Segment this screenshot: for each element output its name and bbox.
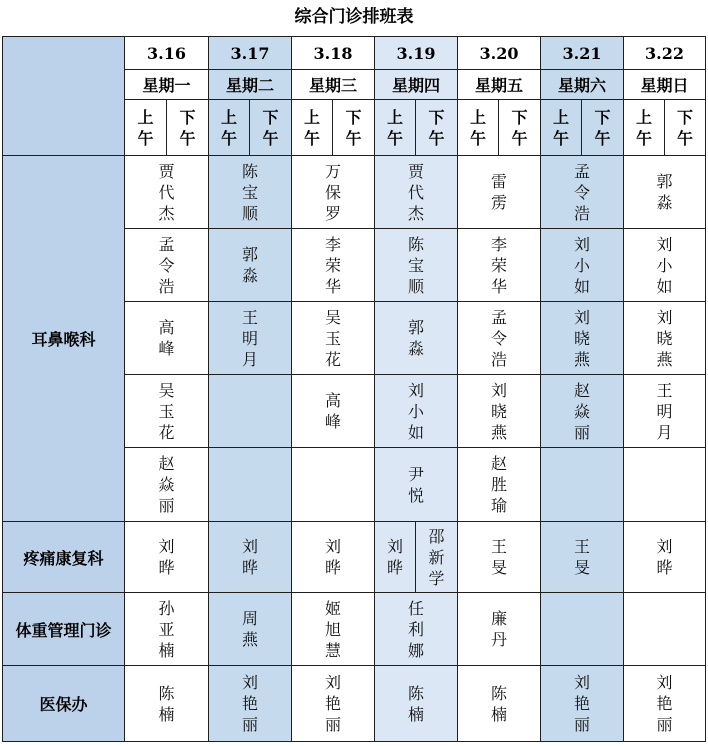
pm-header: 下 午 — [250, 100, 292, 156]
doctor-cell: 王 明 月 — [209, 302, 292, 375]
dept-weight: 体重管理门诊 — [3, 593, 125, 666]
doctor-cell: 高 峰 — [292, 375, 375, 448]
date-header: 3.17 — [209, 37, 292, 70]
date-header: 3.21 — [541, 37, 624, 70]
date-header: 3.18 — [292, 37, 375, 70]
doctor-cell: 雷 雳 — [458, 156, 541, 229]
doctor-cell: 孟 令 浩 — [541, 156, 624, 229]
am-header: 上 午 — [375, 100, 416, 156]
pm-header: 下 午 — [665, 100, 706, 156]
doctor-cell: 周 燕 — [209, 593, 292, 666]
date-header: 3.16 — [125, 37, 209, 70]
doctor-cell: 陈 宝 顺 — [375, 229, 458, 302]
pm-header: 下 午 — [499, 100, 541, 156]
doctor-cell: 孙 亚 楠 — [125, 593, 209, 666]
doctor-cell: 赵 胜 瑜 — [458, 448, 541, 522]
doctor-cell: 陈 楠 — [375, 666, 458, 742]
pm-header: 下 午 — [582, 100, 624, 156]
doctor-cell: 王 旻 — [458, 522, 541, 593]
weekday-header: 星期一 — [125, 70, 209, 100]
doctor-cell: 刘 小 如 — [541, 229, 624, 302]
doctor-cell: 刘 晓 燕 — [624, 302, 706, 375]
doctor-cell: 李 荣 华 — [458, 229, 541, 302]
doctor-cell — [541, 593, 624, 666]
doctor-cell: 廉 丹 — [458, 593, 541, 666]
dept-insurance: 医保办 — [3, 666, 125, 742]
weekday-header: 星期三 — [292, 70, 375, 100]
doctor-cell — [624, 593, 706, 666]
am-header: 上 午 — [458, 100, 499, 156]
doctor-cell: 刘 艳 丽 — [292, 666, 375, 742]
doctor-cell: 刘 艳 丽 — [541, 666, 624, 742]
weekday-header: 星期六 — [541, 70, 624, 100]
doctor-cell: 任 利 娜 — [375, 593, 458, 666]
doctor-cell: 陈 楠 — [458, 666, 541, 742]
doctor-cell: 吴 玉 花 — [125, 375, 209, 448]
doctor-cell: 吴 玉 花 — [292, 302, 375, 375]
doctor-cell: 贾 代 杰 — [125, 156, 209, 229]
doctor-cell: 刘 晓 燕 — [458, 375, 541, 448]
doctor-cell: 姬 旭 慧 — [292, 593, 375, 666]
page-title: 综合门诊排班表 — [294, 7, 414, 27]
doctor-cell: 万 保 罗 — [292, 156, 375, 229]
doctor-cell: 王 明 月 — [624, 375, 706, 448]
doctor-cell — [624, 448, 706, 522]
doctor-cell: 郭 淼 — [209, 229, 292, 302]
doctor-cell: 贾 代 杰 — [375, 156, 458, 229]
doctor-cell: 孟 令 浩 — [458, 302, 541, 375]
weekday-header: 星期四 — [375, 70, 458, 100]
pm-header: 下 午 — [416, 100, 458, 156]
date-header: 3.20 — [458, 37, 541, 70]
doctor-cell: 高 峰 — [125, 302, 209, 375]
doctor-cell: 刘 艳 丽 — [209, 666, 292, 742]
doctor-cell: 陈 宝 顺 — [209, 156, 292, 229]
am-header: 上 午 — [624, 100, 665, 156]
doctor-cell: 刘 晔 — [209, 522, 292, 593]
doctor-cell: 刘 小 如 — [375, 375, 458, 448]
doctor-cell: 刘 艳 丽 — [624, 666, 706, 742]
pm-header: 下 午 — [333, 100, 375, 156]
doctor-cell — [541, 448, 624, 522]
doctor-cell: 王 旻 — [541, 522, 624, 593]
doctor-cell: 刘 晔 — [292, 522, 375, 593]
doctor-cell: 孟 令 浩 — [125, 229, 209, 302]
doctor-cell: 赵 焱 丽 — [125, 448, 209, 522]
doctor-cell: 刘 晔 — [624, 522, 706, 593]
doctor-cell: 刘 晔 — [125, 522, 209, 593]
doctor-cell-pm: 邵 新 学 — [416, 522, 458, 593]
dept-pain: 疼痛康复科 — [3, 522, 125, 593]
doctor-cell — [209, 375, 292, 448]
doctor-cell: 尹 悦 — [375, 448, 458, 522]
weekday-header: 星期日 — [624, 70, 706, 100]
schedule-table — [2, 36, 706, 742]
doctor-cell: 郭 淼 — [375, 302, 458, 375]
doctor-cell — [292, 448, 375, 522]
pm-header: 下 午 — [167, 100, 209, 156]
dept-ent: 耳鼻喉科 — [3, 156, 125, 522]
doctor-cell-am: 刘 晔 — [375, 522, 416, 593]
doctor-cell — [209, 448, 292, 522]
weekday-header: 星期二 — [209, 70, 292, 100]
weekday-header: 星期五 — [458, 70, 541, 100]
doctor-cell: 陈 楠 — [125, 666, 209, 742]
date-header: 3.22 — [624, 37, 706, 70]
date-header: 3.19 — [375, 37, 458, 70]
am-header: 上 午 — [292, 100, 333, 156]
am-header: 上 午 — [209, 100, 250, 156]
doctor-cell: 刘 小 如 — [624, 229, 706, 302]
doctor-cell: 刘 晓 燕 — [541, 302, 624, 375]
am-header: 上 午 — [125, 100, 167, 156]
am-header: 上 午 — [541, 100, 582, 156]
doctor-cell: 郭 淼 — [624, 156, 706, 229]
doctor-cell: 赵 焱 丽 — [541, 375, 624, 448]
doctor-cell: 李 荣 华 — [292, 229, 375, 302]
corner-header — [3, 37, 125, 156]
